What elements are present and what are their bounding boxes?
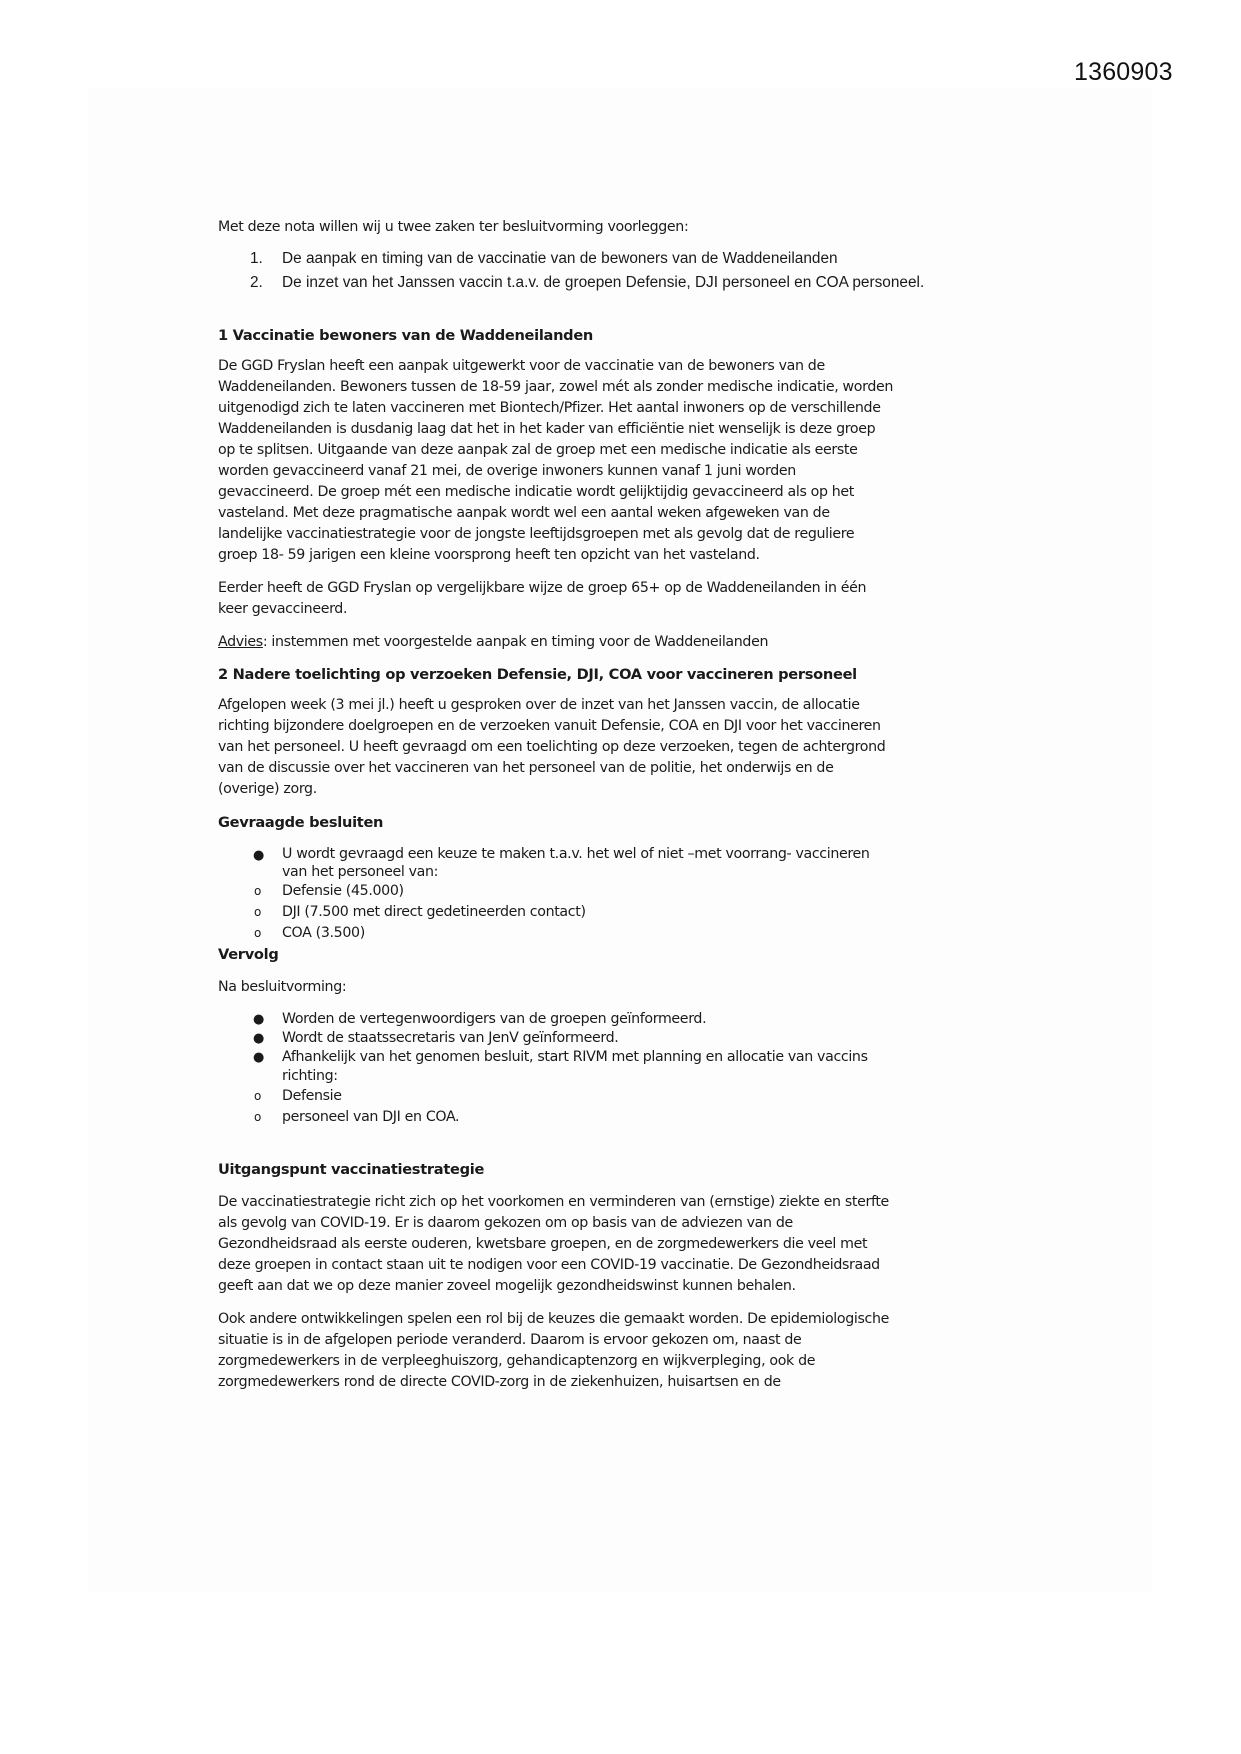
circle-bullet-icon: o — [254, 905, 261, 919]
section1-paragraph-2: Eerder heeft de GGD Fryslan op vergelijkbare wijze de groep 65+ op de Waddeneilanden in één keer gevaccineerd. — [218, 580, 867, 617]
vervolg-intro: Na besluitvorming: — [218, 979, 347, 995]
circle-bullet-icon: o — [254, 1089, 261, 1103]
bullet-icon: ● — [253, 1012, 264, 1027]
sub-list-item: o personeel van DJI en COA. — [218, 1107, 1048, 1128]
intro-text: Met deze nota willen wij u twee zaken ter besluitvorming voorleggen: — [218, 219, 689, 235]
uitgangspunt-heading: Uitgangspunt vaccinatiestrategie — [218, 1161, 485, 1178]
document-id: 1360903 — [1074, 58, 1173, 86]
sub-list-item: o Defensie (45.000) — [218, 881, 1048, 902]
list-item: ● Worden de vertegenwoordigers van de groepen geïnformeerd. — [253, 1011, 707, 1027]
sub-list-item: o COA (3.500) — [218, 923, 1048, 944]
uitgangspunt-paragraph-2: Ook andere ontwikkelingen spelen een rol bij de keuzes die gemaakt worden. De epidemiologische situatie is in de afgelopen periode veranderd. Daarom is ervoor gekozen om, naast de zorgmedewerkers in de verpleeghuiszorg, gehandicaptenzorg en wijkverpleging, ook de zorgmedewerkers rond de directe COVID-zorg in de ziekenhuizen, huisartsen en de — [218, 1311, 889, 1390]
gevraagde-besluiten-heading: Gevraagde besluiten — [218, 814, 384, 831]
section1-paragraph: De GGD Fryslan heeft een aanpak uitgewerkt voor de vaccinatie van de bewoners van de Waddeneilanden. Bewoners tussen de 18-59 jaar, zowel mét als zonder medische indicatie, worden uitgenodigd zich te laten vaccineren met Biontech/Pfizer. Het aantal inwoners op de verschillende Waddeneilanden is dusdanig laag dat het in het kader van efficiëntie niet wenselijk is deze groep op te splitsen. Uitgaande van deze aanpak zal de groep met een medische indicatie als eerste worden gevaccineerd vanaf 21 mei, de overige inwoners kunnen vanaf 1 juni worden gevaccineerd. De groep mét een medische indicatie wordt gelijktijdig gevaccineerd als op het vasteland. Met deze pragmatische aanpak wordt wel een aantal weken afgeweken van de landelijke vaccinatiestrategie voor de jongste leeftijdsgroepen met als gevolg dat de reguliere groep 18- 59 jarigen een kleine voorsprong heeft ten opzicht van het vasteland. — [218, 358, 894, 563]
circle-bullet-icon: o — [254, 884, 261, 898]
intro-item: 1. De aanpak en timing van de vaccinatie van de bewoners van de Waddeneilanden — [250, 250, 838, 267]
besluiten-list — [218, 845, 1048, 881]
sub-list-item: o DJI (7.500 met direct gedetineerden contact) — [218, 902, 1048, 923]
list-item: ● Wordt de staatssecretaris van JenV geïnformeerd. — [253, 1030, 619, 1046]
section2-paragraph: Afgelopen week (3 mei jl.) heeft u gesproken over de inzet van het Janssen vaccin, de allocatie richting bijzondere doelgroepen en de verzoeken vanuit Defensie, COA en DJI voor het vaccineren van het personeel. U heeft gevraagd om een toelichting op deze verzoeken, tegen de achtergrond van de discussie over het vaccineren van het personeel van de politie, het onderwijs en de (overige) zorg. — [218, 697, 886, 797]
bullet-icon: ● — [253, 1050, 264, 1065]
vervolg-heading: Vervolg — [218, 946, 279, 963]
vervolg-list — [218, 1010, 1048, 1086]
besluiten-sub-list — [218, 881, 1048, 944]
bullet-icon: ● — [253, 1031, 264, 1046]
list-item: ● U wordt gevraagd een keuze te maken t.a.v. het wel of niet –met voorrang- vaccineren van het personeel van: — [253, 846, 870, 880]
intro-numbered-list — [218, 247, 1048, 295]
circle-bullet-icon: o — [254, 926, 261, 940]
uitgangspunt-paragraph-1: De vaccinatiestrategie richt zich op het voorkomen en verminderen van (ernstige) ziekte en sterfte als gevolg van COVID-19. Er is daarom gekozen om op basis van de adviezen van de Gezondheidsraad als eerste ouderen, kwetsbare groepen, en de zorgmedewerkers die veel met deze groepen in contact staan uit te nodigen voor een COVID-19 vaccinatie. De Gezondheidsraad geeft aan dat we op deze manier zoveel mogelijk gezondheidswinst kunnen behalen. — [218, 1194, 889, 1294]
list-item: ● Afhankelijk van het genomen besluit, start RIVM met planning en allocatie van vaccins richting: — [253, 1049, 868, 1084]
document-body — [218, 217, 1048, 1393]
vervolg-sub-list — [218, 1086, 1048, 1128]
section2-heading: 2 Nadere toelichting op verzoeken Defensie, DJI, COA voor vaccineren personeel — [218, 666, 857, 683]
advice-label: Advies — [218, 634, 263, 650]
section1-heading: 1 Vaccinatie bewoners van de Waddeneilanden — [218, 327, 594, 344]
advice-line: Advies: instemmen met voorgestelde aanpak en timing voor de Waddeneilanden — [218, 634, 769, 650]
sub-list-item: o Defensie — [218, 1086, 1048, 1107]
intro-item: 2. De inzet van het Janssen vaccin t.a.v. de groepen Defensie, DJI personeel en COA personeel. — [250, 274, 925, 291]
circle-bullet-icon: o — [254, 1110, 261, 1124]
bullet-icon: ● — [253, 848, 264, 863]
